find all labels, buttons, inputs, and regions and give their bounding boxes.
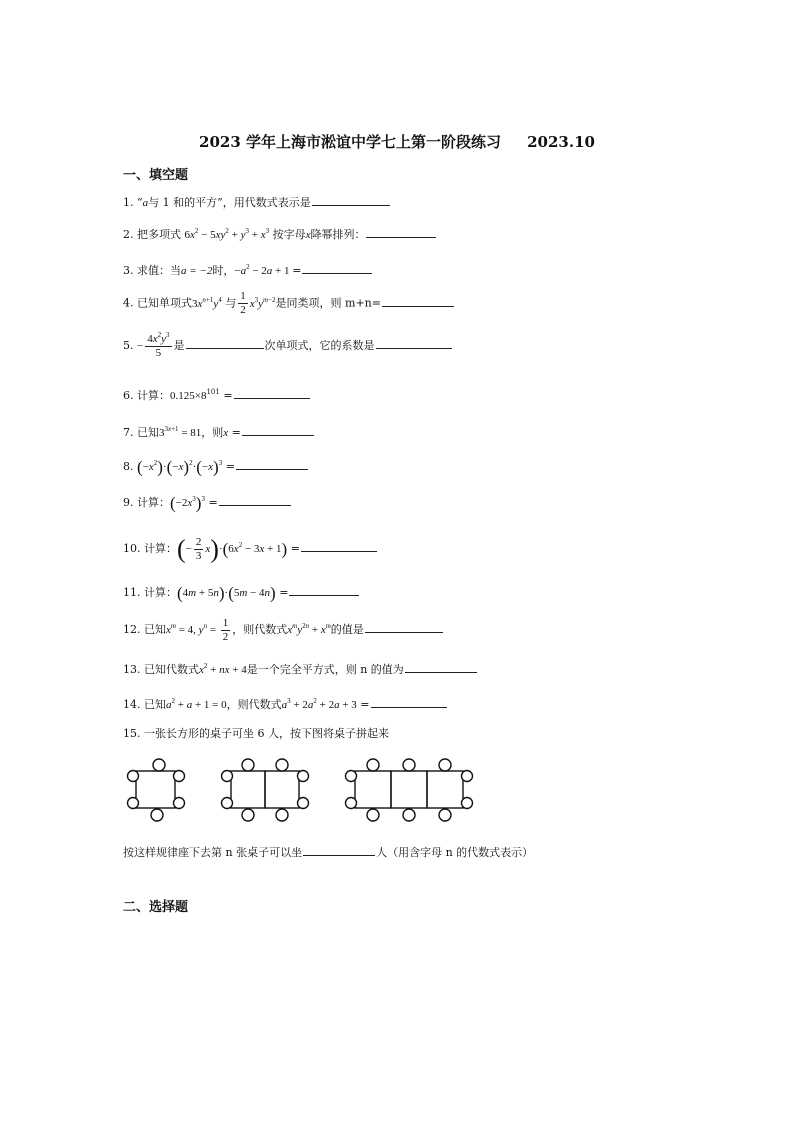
question-6 [123,387,311,403]
answer-blank[interactable] [376,337,452,349]
answer-blank[interactable] [289,584,359,596]
seat-circle [346,798,357,809]
equals-sign: = [360,698,370,711]
question-text: 一张长方形的桌子可坐 6 人，按下图将桌子拼起来 [144,727,389,740]
seat-circle [462,771,473,782]
equals-sign: = [292,264,302,277]
question-number: 5. [123,339,134,353]
question-15-follow-up [123,844,533,860]
question-number: 15. [123,727,141,740]
question-text: 与 [225,296,237,310]
answer-blank[interactable] [312,194,390,206]
given-equation: $a^2 + a + 1 = 0$ [166,697,227,711]
table-arrangement-3 [346,759,473,821]
question-number: 11. [123,586,141,599]
product-expression: (4m + 5n)·(5m − 4n) [177,583,276,603]
seat-circle [346,771,357,782]
math-variable: x [223,427,229,439]
monomial-2: $x^3y^{m-2}$ [249,295,276,310]
seat-circle [128,771,139,782]
question-text: ，则代数式 [226,698,282,711]
question-text: 次单项式，它的系数是 [264,339,375,353]
monomial-1: $3x^{n+1}y^4$ [192,295,222,310]
seat-circle [276,809,288,821]
answer-blank[interactable] [236,458,308,470]
equals-sign: = [231,426,241,439]
question-text: 已知单项式 [137,296,192,310]
seat-circle [403,759,415,771]
question-number: 4. [123,296,134,310]
seat-circle [367,759,379,771]
equals-sign: = [208,496,218,509]
question-number: 1. [123,196,134,209]
monomial-fraction: − $\frac{4x^2y^3}{5}$ [137,331,170,359]
question-text: 与 1 和的平方”，用代数式表示是 [148,196,311,209]
seat-circle [403,809,415,821]
question-text: ，则代数式 [232,623,288,637]
question-5 [123,333,453,360]
question-15 [123,727,389,741]
target-expression: $x^my^{2n} + x^m$ [287,622,331,637]
answer-blank[interactable] [301,540,377,552]
seat-circle [174,798,185,809]
page-title: 2023 学年上海市淞谊中学七上第一阶段练习 2023.10 [199,133,595,151]
answer-blank[interactable] [365,621,443,633]
question-text: 是 [173,339,185,353]
answer-blank[interactable] [186,337,264,349]
answer-blank[interactable] [303,844,375,856]
evaluate-expression: $-a^2 - 2a + 1$ [234,263,290,277]
tables-figure [120,755,510,827]
question-12 [123,617,444,644]
question-text: 是一个完全平方式，则 n 的值为 [246,663,404,676]
question-7 [123,424,315,440]
seat-circle [367,809,379,821]
question-text: 计算： [144,542,177,556]
answer-blank[interactable] [219,494,291,506]
seat-circle [439,809,451,821]
section-fill-in-heading: 一、填空题 [123,168,189,183]
answer-blank[interactable] [371,696,447,708]
question-9 [123,493,292,513]
product-expression: $(-x^2)\cdot(-x)^2\cdot(-x)^3$ [137,457,223,477]
section-multiple-choice-heading: 二、选择题 [123,900,189,915]
seat-circle [222,798,233,809]
table-rect [355,771,391,808]
seat-circle [276,759,288,771]
question-text: 计算： [137,496,170,509]
table-rect [231,771,265,808]
equals-sign: = [223,389,233,402]
question-number: 9. [123,496,134,509]
answer-blank[interactable] [234,387,310,399]
question-number: 8. [123,460,134,473]
question-number: 10. [123,542,141,556]
quadratic-expression: $x^2$ + nx + 4 [199,662,247,676]
target-expression: $a^3 + 2a^2 + 2a + 3$ [281,697,357,711]
question-4 [123,290,455,317]
answer-blank[interactable] [366,226,436,238]
question-text: 是同类项，则 m+n= [275,296,381,310]
question-text: 时， [212,264,235,277]
question-number: 13. [123,663,141,676]
question-text: ，则 [201,426,224,439]
question-number: 2. [123,228,134,241]
seat-circle [242,809,254,821]
answer-blank[interactable] [405,661,477,673]
seat-circle [174,771,185,782]
math-variable: a [142,197,149,209]
question-8 [123,457,309,477]
answer-blank[interactable] [382,295,454,307]
question-text: 计算： [144,586,177,599]
question-number: 3. [123,264,134,277]
table-arrangement-1 [128,759,185,821]
table-rect [427,771,463,808]
product-expression: (− $\frac{2}{3}$ $x)\cdot(6x^2 - 3x + 1)$ [177,534,288,564]
fraction-one-half: $\frac{1}{2}$ [240,290,246,316]
table-arrangement-2 [222,759,309,821]
question-number: 6. [123,389,134,402]
seat-circle [298,771,309,782]
seat-circle [151,809,163,821]
question-text: 已知代数式 [144,663,199,676]
seat-circle [439,759,451,771]
answer-blank[interactable] [242,424,314,436]
question-2 [123,226,437,242]
question-text: 的值是 [330,623,364,637]
question-1 [123,194,391,210]
question-14 [123,696,448,712]
table-rect [136,771,175,808]
question-text: 按字母 [272,228,306,241]
math-variable: x [305,229,311,241]
question-text: “ [137,196,143,209]
question-text: 已知 [144,698,166,711]
exponent: 101 [206,388,220,396]
question-number: 14. [123,698,141,711]
seat-circle [242,759,254,771]
seat-circle [462,798,473,809]
polynomial-expression: $6x^2 - 5xy^2 + y^3 + x^3$ [184,227,270,241]
equals-sign: = [279,586,289,599]
question-text: 已知 [137,426,159,439]
table-rect [391,771,427,808]
question-10 [123,536,378,563]
given-values: $x^m = 4$, $y^n$ = $\frac{1}{2}$ [166,617,229,643]
question-text: 按这样规律座下去第 n 张桌子可以坐 [123,846,303,859]
question-text: 求值：当 [137,264,181,277]
equals-sign: = [225,460,235,473]
seat-circle [298,798,309,809]
condition-expression: a = −2 [181,265,213,277]
seat-circle [153,759,165,771]
question-text: 降幂排列： [310,228,366,241]
expression: 0.125×8 [170,390,207,402]
question-text: 人（用含字母 n 的代数式表示） [376,846,534,859]
seat-circle [222,771,233,782]
power-expression: $(-2x^3)^3$ [170,493,205,513]
seat-circle [128,798,139,809]
question-11 [123,583,360,603]
exponential-equation: $3^{3x+1} = 81$ [159,425,202,439]
question-text: 计算： [137,389,170,402]
question-text: 已知 [144,623,166,637]
question-text: 把多项式 [137,228,181,241]
question-number: 7. [123,426,134,439]
question-13 [123,661,478,677]
equals-sign: = [290,542,300,556]
table-rect [265,771,299,808]
answer-blank[interactable] [302,262,372,274]
question-3 [123,262,373,278]
question-number: 12. [123,623,141,637]
